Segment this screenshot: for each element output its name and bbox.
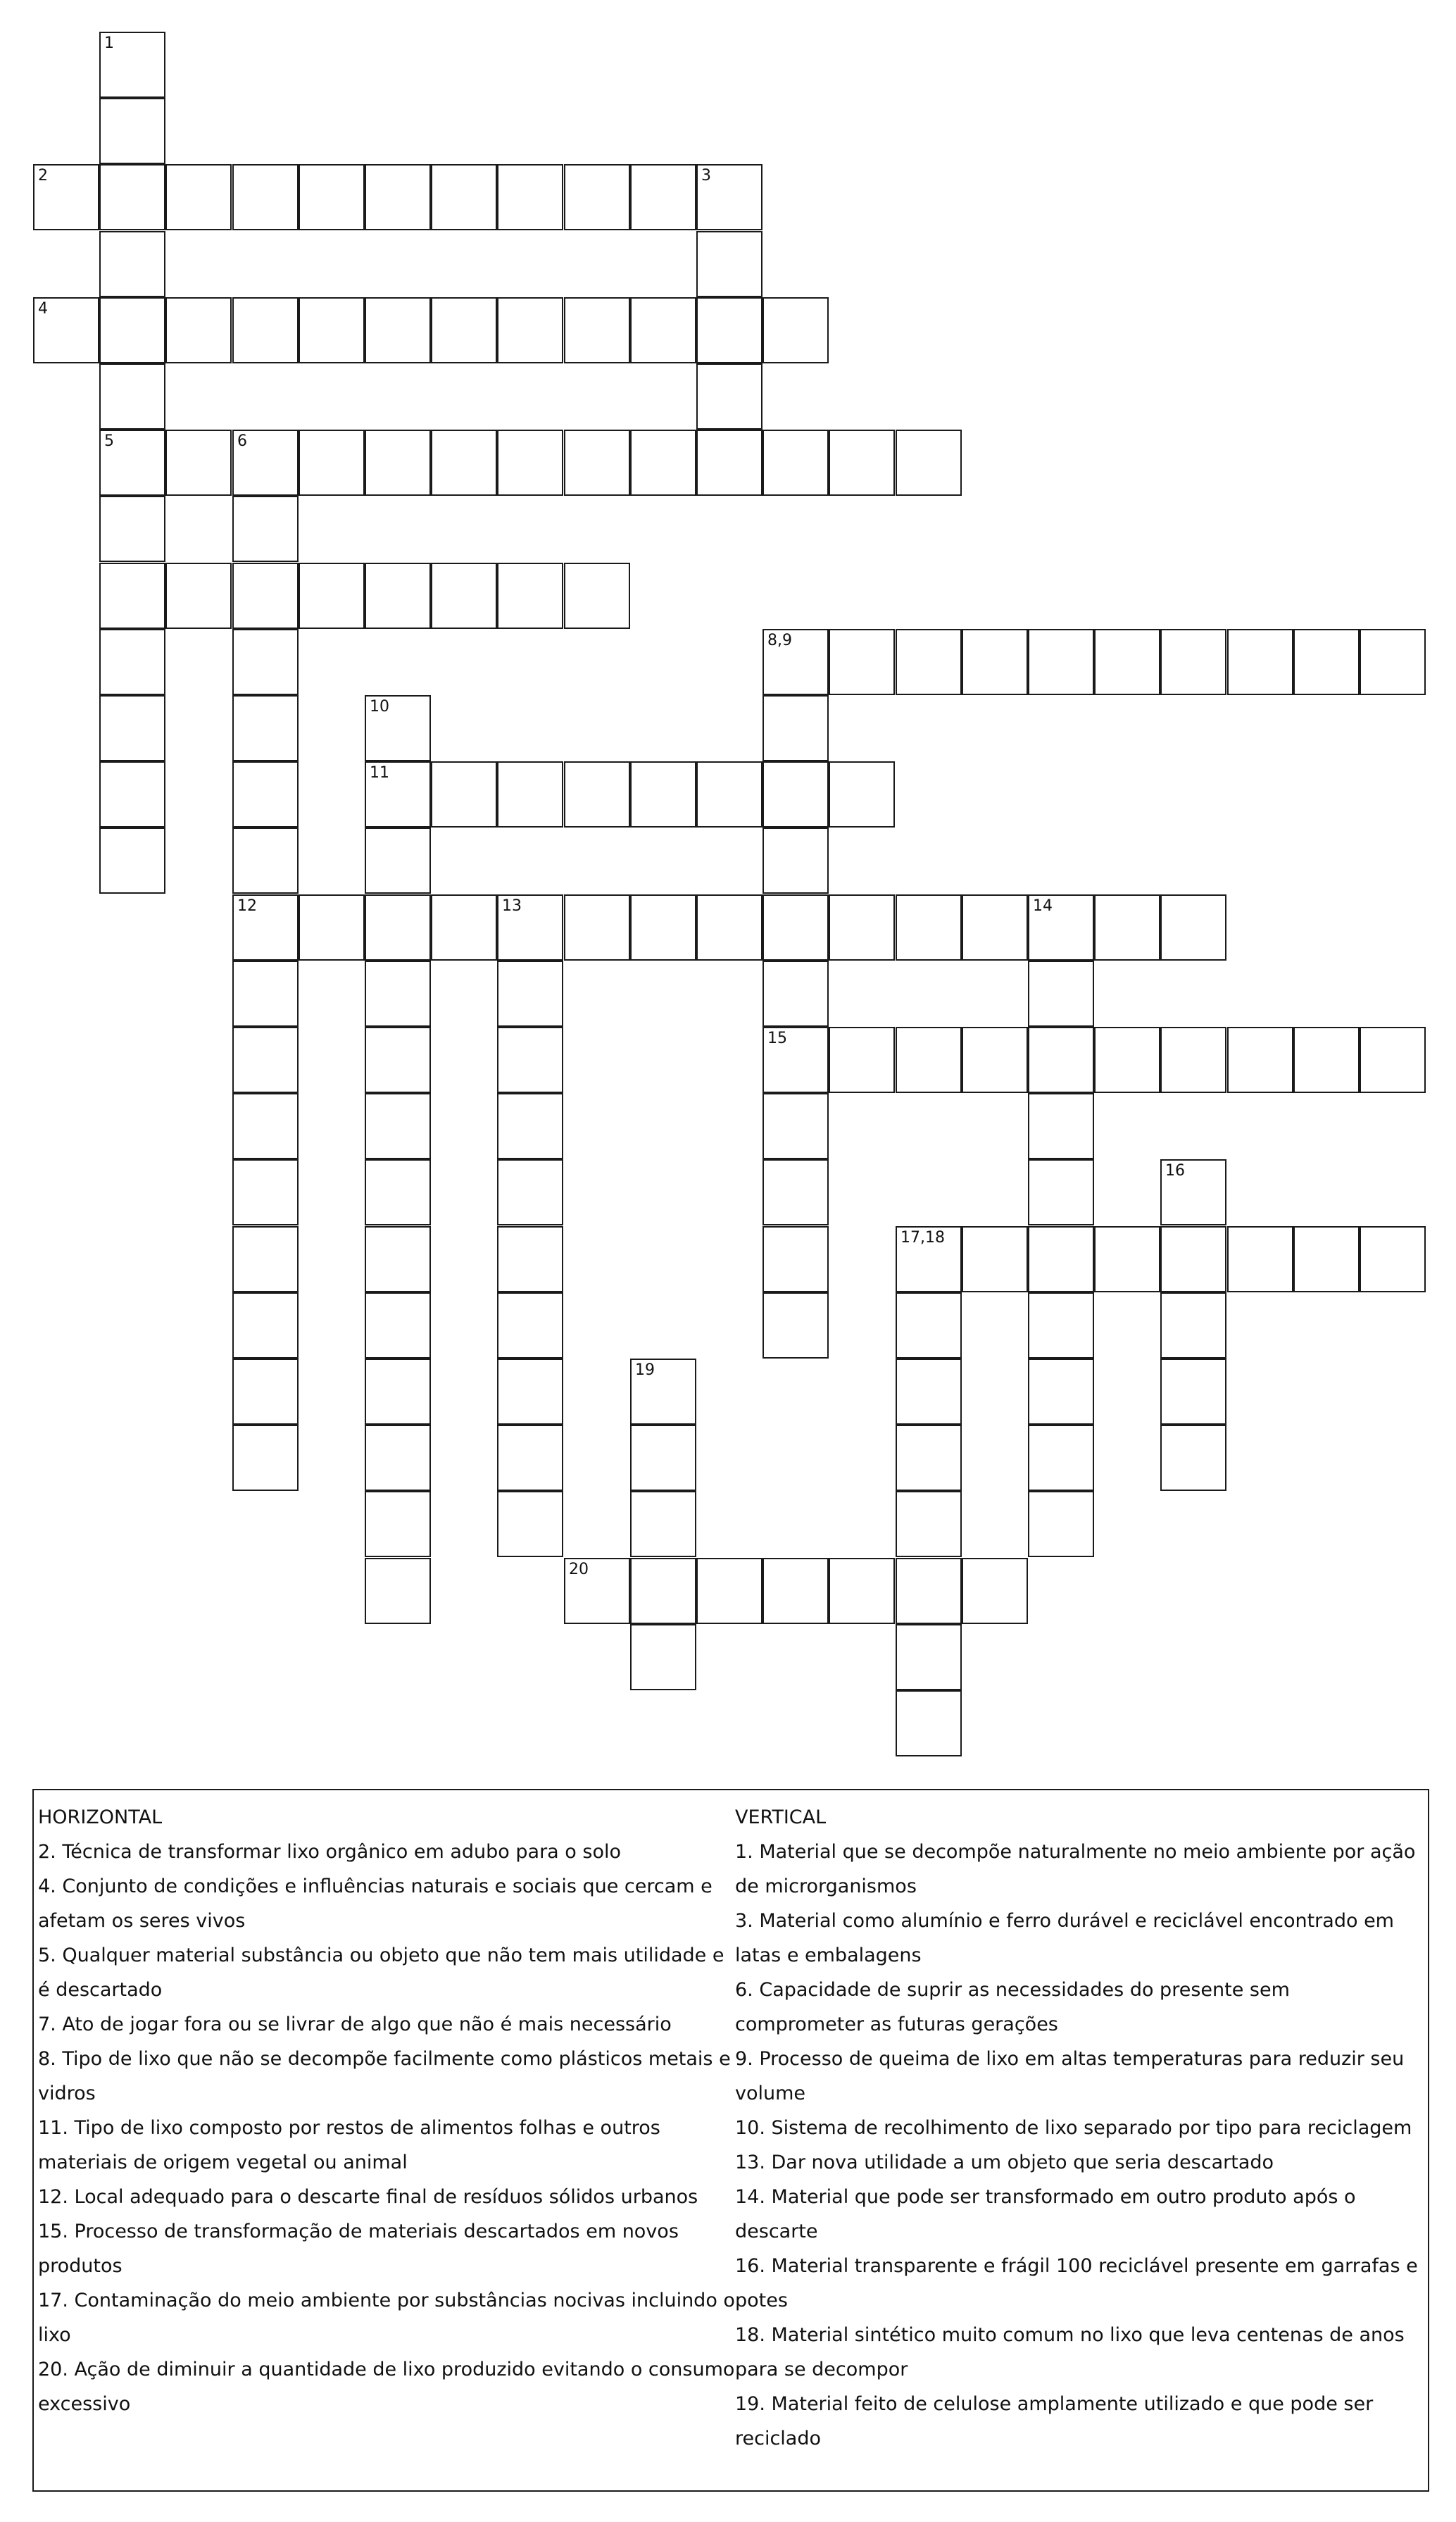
clue-h-12: 12. Local adequado para o descarte final de resíduos sólidos urbanos [38, 2186, 698, 2208]
grid-cell[interactable] [696, 164, 762, 230]
grid-cell[interactable] [896, 894, 962, 961]
grid-cell[interactable] [232, 1359, 299, 1425]
grid-cell[interactable] [1160, 1292, 1226, 1359]
clue-v-9: 9. Processo de queima de lixo em altas temperaturas para reduzir seu volume [735, 2048, 1405, 2104]
grid-cell[interactable] [762, 1226, 829, 1292]
grid-cell[interactable] [564, 563, 630, 629]
grid-cell[interactable] [896, 1491, 962, 1557]
grid-cell[interactable] [431, 761, 497, 828]
grid-cell[interactable] [232, 563, 299, 629]
grid-cell[interactable] [962, 1226, 1028, 1292]
grid-cell[interactable] [497, 164, 563, 230]
grid-cell[interactable] [630, 1624, 696, 1690]
clue-number: 19 [635, 1361, 655, 1379]
grid-cell[interactable] [1028, 1425, 1094, 1491]
grid-cell[interactable] [1293, 1226, 1360, 1292]
grid-cell[interactable] [1028, 1292, 1094, 1359]
horizontal-heading: HORIZONTAL [38, 1806, 163, 1828]
grid-cell[interactable] [365, 695, 431, 761]
grid-cell[interactable] [99, 98, 165, 164]
grid-cell[interactable] [299, 164, 365, 230]
grid-cell[interactable] [99, 297, 165, 363]
grid-cell[interactable] [1160, 1226, 1226, 1292]
grid-cell[interactable] [232, 1425, 299, 1491]
clue-number: 13 [502, 897, 522, 915]
grid-cell[interactable] [99, 496, 165, 562]
grid-cell[interactable] [431, 563, 497, 629]
grid-cell[interactable] [1293, 1027, 1360, 1093]
grid-cell[interactable] [232, 1159, 299, 1225]
grid-cell[interactable] [232, 297, 299, 363]
grid-cell[interactable] [762, 1093, 829, 1159]
grid-cell[interactable] [431, 297, 497, 363]
grid-cell[interactable] [1094, 894, 1160, 961]
clue-h-5: 5. Qualquer material substância ou objeto que não tem mais utilidade e é descartado [38, 1944, 724, 2001]
grid-cell[interactable] [497, 1292, 563, 1359]
grid-cell[interactable] [762, 961, 829, 1027]
grid-cell[interactable] [497, 1159, 563, 1225]
grid-cell[interactable] [431, 164, 497, 230]
grid-cell[interactable] [1094, 629, 1160, 695]
grid-cell[interactable] [1360, 629, 1426, 695]
clue-v-10: 10. Sistema de recolhimento de lixo separado por tipo para reciclagem [735, 2117, 1412, 2139]
clue-number: 1 [104, 35, 114, 52]
grid-cell[interactable] [232, 1027, 299, 1093]
grid-cell[interactable] [497, 761, 563, 828]
grid-cell[interactable] [497, 297, 563, 363]
grid-cell[interactable] [365, 563, 431, 629]
grid-cell[interactable] [896, 1624, 962, 1690]
grid-cell[interactable] [762, 297, 829, 363]
grid-cell[interactable] [762, 695, 829, 761]
grid-cell[interactable] [365, 828, 431, 894]
grid-cell[interactable] [630, 297, 696, 363]
grid-cell[interactable] [1028, 1093, 1094, 1159]
grid-cell[interactable] [962, 1027, 1028, 1093]
clue-h-17: 17. Contaminação do meio ambiente por substâncias nocivas incluindo o lixo [38, 2290, 735, 2346]
grid-cell[interactable] [829, 430, 895, 496]
grid-cell[interactable] [1028, 1159, 1094, 1225]
grid-cell[interactable] [962, 629, 1028, 695]
grid-cell[interactable] [762, 761, 829, 828]
grid-cell[interactable] [299, 430, 365, 496]
grid-cell[interactable] [962, 894, 1028, 961]
grid-cell[interactable] [497, 1359, 563, 1425]
grid-cell[interactable] [99, 629, 165, 695]
grid-cell[interactable] [365, 1159, 431, 1225]
grid-cell[interactable] [762, 828, 829, 894]
grid-cell[interactable] [497, 1093, 563, 1159]
grid-cell[interactable] [829, 1027, 895, 1093]
grid-cell[interactable] [232, 894, 299, 961]
grid-cell[interactable] [232, 828, 299, 894]
clue-v-13: 13. Dar nova utilidade a um objeto que seria descartado [735, 2152, 1274, 2173]
grid-cell[interactable] [1094, 1226, 1160, 1292]
grid-cell[interactable] [696, 894, 762, 961]
grid-cell[interactable] [630, 1491, 696, 1557]
grid-cell[interactable] [232, 1226, 299, 1292]
grid-cell[interactable] [896, 1292, 962, 1359]
clues-box [32, 1789, 1429, 2492]
grid-cell[interactable] [630, 1425, 696, 1491]
grid-cell[interactable] [1160, 1425, 1226, 1491]
grid-cell[interactable] [497, 1226, 563, 1292]
clue-h-8: 8. Tipo de lixo que não se decompõe facilmente como plásticos metais e vidros [38, 2048, 731, 2104]
grid-cell[interactable] [896, 1359, 962, 1425]
grid-cell[interactable] [232, 761, 299, 828]
grid-cell[interactable] [365, 961, 431, 1027]
grid-cell[interactable] [564, 1558, 630, 1624]
grid-cell[interactable] [33, 297, 99, 363]
grid-cell[interactable] [299, 297, 365, 363]
grid-cell[interactable] [564, 164, 630, 230]
clue-number: 3 [701, 167, 711, 185]
grid-cell[interactable] [497, 563, 563, 629]
grid-cell[interactable] [696, 761, 762, 828]
grid-cell[interactable] [299, 894, 365, 961]
grid-cell[interactable] [896, 1690, 962, 1756]
grid-cell[interactable] [762, 894, 829, 961]
grid-cell[interactable] [299, 563, 365, 629]
clue-h-20: 20. Ação de diminuir a quantidade de lixo produzido evitando o consumo excessivo [38, 2359, 735, 2415]
grid-cell[interactable] [1028, 1027, 1094, 1093]
grid-cell[interactable] [762, 1292, 829, 1359]
clue-v-19: 19. Material feito de celulose amplamente utilizado e que pode ser reciclado [735, 2393, 1374, 2449]
grid-cell[interactable] [696, 363, 762, 430]
grid-cell[interactable] [165, 297, 232, 363]
grid-cell[interactable] [365, 164, 431, 230]
grid-cell[interactable] [1028, 961, 1094, 1027]
grid-cell[interactable] [1360, 1226, 1426, 1292]
grid-cell[interactable] [1360, 1027, 1426, 1093]
grid-cell[interactable] [1028, 1226, 1094, 1292]
clue-number: 4 [38, 300, 48, 318]
grid-cell[interactable] [630, 430, 696, 496]
grid-cell[interactable] [896, 1226, 962, 1292]
grid-cell[interactable] [896, 1425, 962, 1491]
grid-cell[interactable] [829, 629, 895, 695]
grid-cell[interactable] [365, 1292, 431, 1359]
grid-cell[interactable] [762, 430, 829, 496]
horizontal-clues [38, 1800, 735, 2421]
grid-cell[interactable] [365, 1558, 431, 1624]
grid-cell[interactable] [99, 164, 165, 230]
grid-cell[interactable] [232, 496, 299, 562]
clue-v-3: 3. Material como alumínio e ferro durável e reciclável encontrado em latas e embalagens [735, 1910, 1394, 1966]
grid-cell[interactable] [1028, 629, 1094, 695]
grid-cell[interactable] [1028, 1359, 1094, 1425]
clue-h-11: 11. Tipo de lixo composto por restos de alimentos folhas e outros materiais de origem vegetal ou animal [38, 2117, 660, 2173]
grid-cell[interactable] [165, 563, 232, 629]
grid-cell[interactable] [630, 1558, 696, 1624]
grid-cell[interactable] [431, 894, 497, 961]
clue-h-7: 7. Ato de jogar fora ou se livrar de algo que não é mais necessário [38, 2014, 672, 2035]
grid-cell[interactable] [497, 961, 563, 1027]
grid-cell[interactable] [829, 1558, 895, 1624]
grid-cell[interactable] [365, 297, 431, 363]
grid-cell[interactable] [232, 695, 299, 761]
grid-cell[interactable] [696, 430, 762, 496]
grid-cell[interactable] [564, 761, 630, 828]
clue-number: 10 [370, 698, 389, 716]
grid-cell[interactable] [365, 1359, 431, 1425]
grid-cell[interactable] [564, 894, 630, 961]
grid-cell[interactable] [497, 430, 563, 496]
grid-cell[interactable] [1227, 629, 1293, 695]
grid-cell[interactable] [1160, 1159, 1226, 1225]
grid-cell[interactable] [99, 563, 165, 629]
clue-h-2: 2. Técnica de transformar lixo orgânico em adubo para o solo [38, 1841, 622, 1863]
grid-cell[interactable] [497, 894, 563, 961]
grid-cell[interactable] [1160, 1027, 1226, 1093]
clue-number: 6 [237, 432, 247, 450]
clue-v-14: 14. Material que pode ser transformado em outro produto após o descarte [735, 2186, 1356, 2242]
grid-cell[interactable] [165, 164, 232, 230]
grid-cell[interactable] [99, 695, 165, 761]
grid-cell[interactable] [365, 761, 431, 828]
grid-cell[interactable] [365, 1425, 431, 1491]
clue-number: 17,18 [900, 1229, 945, 1247]
grid-cell[interactable] [99, 363, 165, 430]
grid-cell[interactable] [365, 1491, 431, 1557]
grid-cell[interactable] [630, 1359, 696, 1425]
grid-cell[interactable] [365, 430, 431, 496]
grid-cell[interactable] [829, 894, 895, 961]
grid-cell[interactable] [696, 1558, 762, 1624]
grid-cell[interactable] [896, 629, 962, 695]
grid-cell[interactable] [896, 430, 962, 496]
vertical-heading: VERTICAL [735, 1806, 827, 1828]
grid-cell[interactable] [630, 164, 696, 230]
grid-cell[interactable] [1094, 1027, 1160, 1093]
clue-number: 14 [1033, 897, 1053, 915]
grid-cell[interactable] [431, 430, 497, 496]
grid-cell[interactable] [99, 32, 165, 98]
grid-cell[interactable] [564, 430, 630, 496]
clue-v-6: 6. Capacidade de suprir as necessidades do presente sem comprometer as futuras gerações [735, 1979, 1290, 2035]
grid-cell[interactable] [630, 761, 696, 828]
clue-v-16: 16. Material transparente e frágil 100 reciclável presente em garrafas e potes [735, 2255, 1418, 2311]
grid-cell[interactable] [829, 761, 895, 828]
grid-cell[interactable] [365, 1226, 431, 1292]
grid-cell[interactable] [696, 297, 762, 363]
clue-v-1: 1. Material que se decompõe naturalmente no meio ambiente por ação de microrganismos [735, 1841, 1416, 1897]
grid-cell[interactable] [232, 164, 299, 230]
clue-number: 12 [237, 897, 257, 915]
grid-cell[interactable] [564, 297, 630, 363]
grid-cell[interactable] [630, 894, 696, 961]
grid-cell[interactable] [99, 761, 165, 828]
grid-cell[interactable] [1160, 894, 1226, 961]
grid-cell[interactable] [762, 1159, 829, 1225]
clue-h-15: 15. Processo de transformação de materiais descartados em novos produtos [38, 2221, 679, 2277]
grid-cell[interactable] [696, 231, 762, 297]
grid-cell[interactable] [1160, 1359, 1226, 1425]
grid-cell[interactable] [1293, 629, 1360, 695]
clue-number: 2 [38, 167, 48, 185]
grid-cell[interactable] [165, 430, 232, 496]
grid-cell[interactable] [1028, 1491, 1094, 1557]
grid-cell[interactable] [99, 828, 165, 894]
grid-cell[interactable] [232, 629, 299, 695]
clue-h-4: 4. Conjunto de condições e influências naturais e sociais que cercam e afetam os seres vivos [38, 1875, 713, 1932]
vertical-clues [735, 1800, 1421, 2456]
grid-cell[interactable] [1160, 629, 1226, 695]
clue-v-18: 18. Material sintético muito comum no lixo que leva centenas de anos para se decompor [735, 2324, 1405, 2380]
clue-number: 16 [1165, 1162, 1185, 1180]
grid-cell[interactable] [497, 1425, 563, 1491]
grid-cell[interactable] [762, 1558, 829, 1624]
grid-cell[interactable] [232, 1292, 299, 1359]
grid-cell[interactable] [896, 1558, 962, 1624]
grid-cell[interactable] [232, 961, 299, 1027]
grid-cell[interactable] [365, 1027, 431, 1093]
grid-cell[interactable] [1227, 1226, 1293, 1292]
clue-number: 8,9 [767, 632, 792, 649]
grid-cell[interactable] [762, 1027, 829, 1093]
clue-number: 5 [104, 432, 114, 450]
grid-cell[interactable] [33, 164, 99, 230]
grid-cell[interactable] [497, 1027, 563, 1093]
grid-cell[interactable] [232, 1093, 299, 1159]
clue-number: 20 [569, 1561, 589, 1578]
grid-cell[interactable] [1227, 1027, 1293, 1093]
grid-cell[interactable] [365, 894, 431, 961]
grid-cell[interactable] [232, 430, 299, 496]
grid-cell[interactable] [896, 1027, 962, 1093]
grid-cell[interactable] [762, 629, 829, 695]
grid-cell[interactable] [99, 430, 165, 496]
grid-cell[interactable] [1028, 894, 1094, 961]
grid-cell[interactable] [962, 1558, 1028, 1624]
grid-cell[interactable] [365, 1093, 431, 1159]
grid-cell[interactable] [497, 1491, 563, 1557]
clue-number: 15 [767, 1030, 787, 1047]
grid-cell[interactable] [99, 231, 165, 297]
clue-number: 11 [370, 764, 389, 782]
